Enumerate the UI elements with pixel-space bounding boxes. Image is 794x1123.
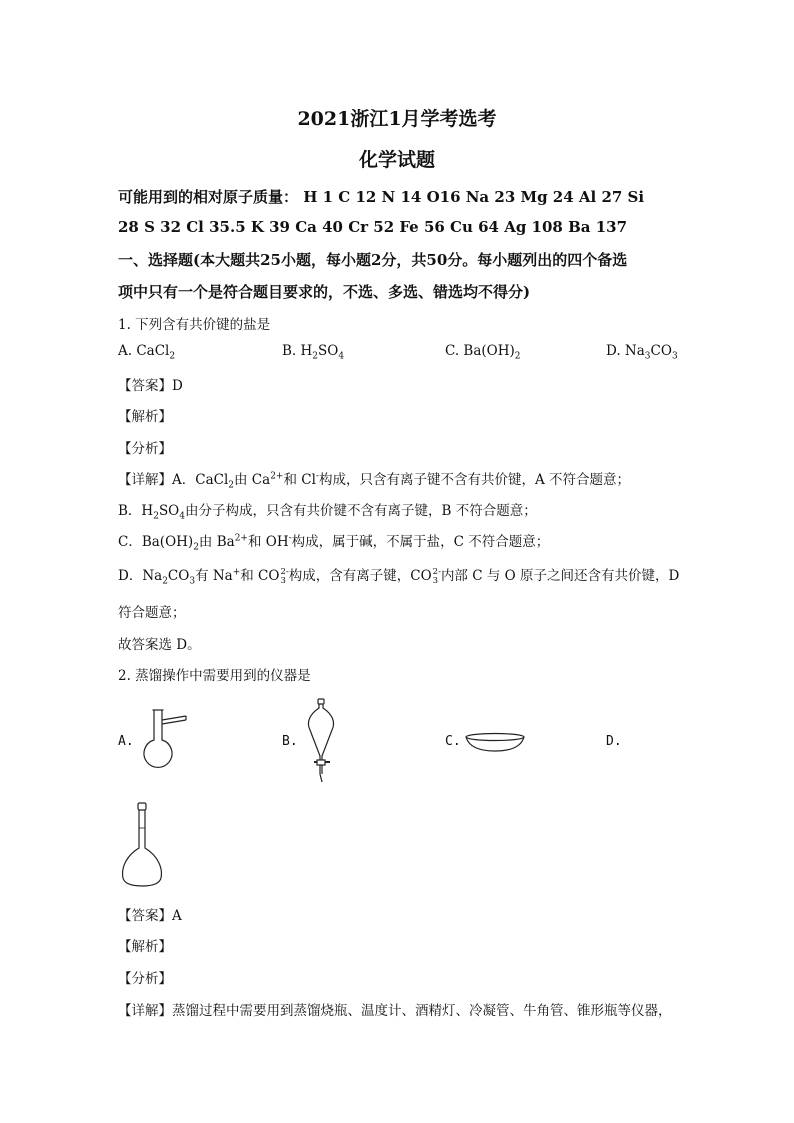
page-subtitle: 化学试题 bbox=[358, 149, 435, 171]
q2-answer: 【答案】A bbox=[118, 908, 182, 924]
co3-charge-1: 2- 3 bbox=[280, 566, 289, 586]
section-header-line-2: 项中只有一个是符合题目要求的，不选、多选、错选均不得分) bbox=[118, 283, 531, 301]
q1-option-d: D. $Na_3CO_3$ bbox=[606, 343, 678, 362]
q2-option-b-label: B. bbox=[282, 734, 298, 749]
q1-option-a: A. CaCl$_2$ bbox=[118, 343, 176, 362]
separatory-funnel-icon bbox=[304, 698, 340, 784]
page-title: 2021浙江1月学考选考 bbox=[297, 108, 497, 130]
atomic-mass-line-1: 可能用到的相对原子质量： H 1 C 12 N 14 O16 Na 23 Mg 24 Al 27 Si bbox=[118, 188, 645, 206]
q2-jiexi: 【解析】 bbox=[118, 939, 172, 955]
q1-detail-d-cont: 符合题意； bbox=[118, 605, 186, 621]
section-header-line-1: 一、选择题(本大题共25小题，每小题2分，共50分。每小题列出的四个备选 bbox=[118, 251, 628, 269]
q1-answer: 【答案】D bbox=[118, 378, 183, 394]
q1-option-b: B. $H_2SO_4$ bbox=[282, 343, 345, 362]
question-1-stem: 1. 下列含有共价键的盐是 bbox=[118, 317, 271, 333]
co3-charge-2: 2- 3 bbox=[432, 566, 441, 586]
q2-option-d-label: D. bbox=[606, 734, 622, 749]
volumetric-flask-icon bbox=[118, 802, 168, 888]
q1-jiexi: 【解析】 bbox=[118, 409, 172, 425]
q1-detail-a: 【详解】A．CaCl$_2$由 $Ca^{2+}$和 Cl-构成，只含有离子键不含有共价键，A 不符合题意； bbox=[118, 471, 631, 491]
q1-conclusion: 故答案选 D。 bbox=[118, 637, 201, 653]
q2-detail: 【详解】蒸馏过程中需要用到蒸馏烧瓶、温度计、酒精灯、冷凝管、牛角管、锥形瓶等仪器， bbox=[118, 1003, 672, 1019]
q2-fenxi: 【分析】 bbox=[118, 971, 172, 987]
q1-option-c: C. $Ba(OH)_2$ bbox=[445, 343, 521, 362]
q2-option-a-label: A. bbox=[118, 734, 134, 749]
q2-option-c-label: C. bbox=[445, 734, 461, 749]
atomic-mass-line-2: 28 S 32 Cl 35.5 K 39 Ca 40 Cr 52 Fe 56 Cu 64 Ag 108 Ba 137 bbox=[118, 218, 628, 236]
question-2-stem: 2. 蒸馏操作中需要用到的仪器是 bbox=[118, 668, 311, 684]
q1-detail-d: D．$Na_2CO_3$有 Na+和 CO 2- 3 构成，含有离子键，CO 2- 3 内部 C 与 O 原子之间还含有共价键，D bbox=[118, 566, 680, 587]
evaporating-dish-icon bbox=[464, 732, 526, 754]
q1-detail-b: B．$H_2SO_4$由分子构成，只含有共价键不含有离子键，B 不符合题意； bbox=[118, 503, 537, 522]
distillation-flask-icon bbox=[138, 706, 190, 774]
q1-fenxi: 【分析】 bbox=[118, 441, 172, 457]
q1-detail-c: C．$Ba(OH)_2$由 $Ba^{2+}$和 OH-构成，属于碱，不属于盐，C 不符合题意； bbox=[118, 533, 550, 553]
